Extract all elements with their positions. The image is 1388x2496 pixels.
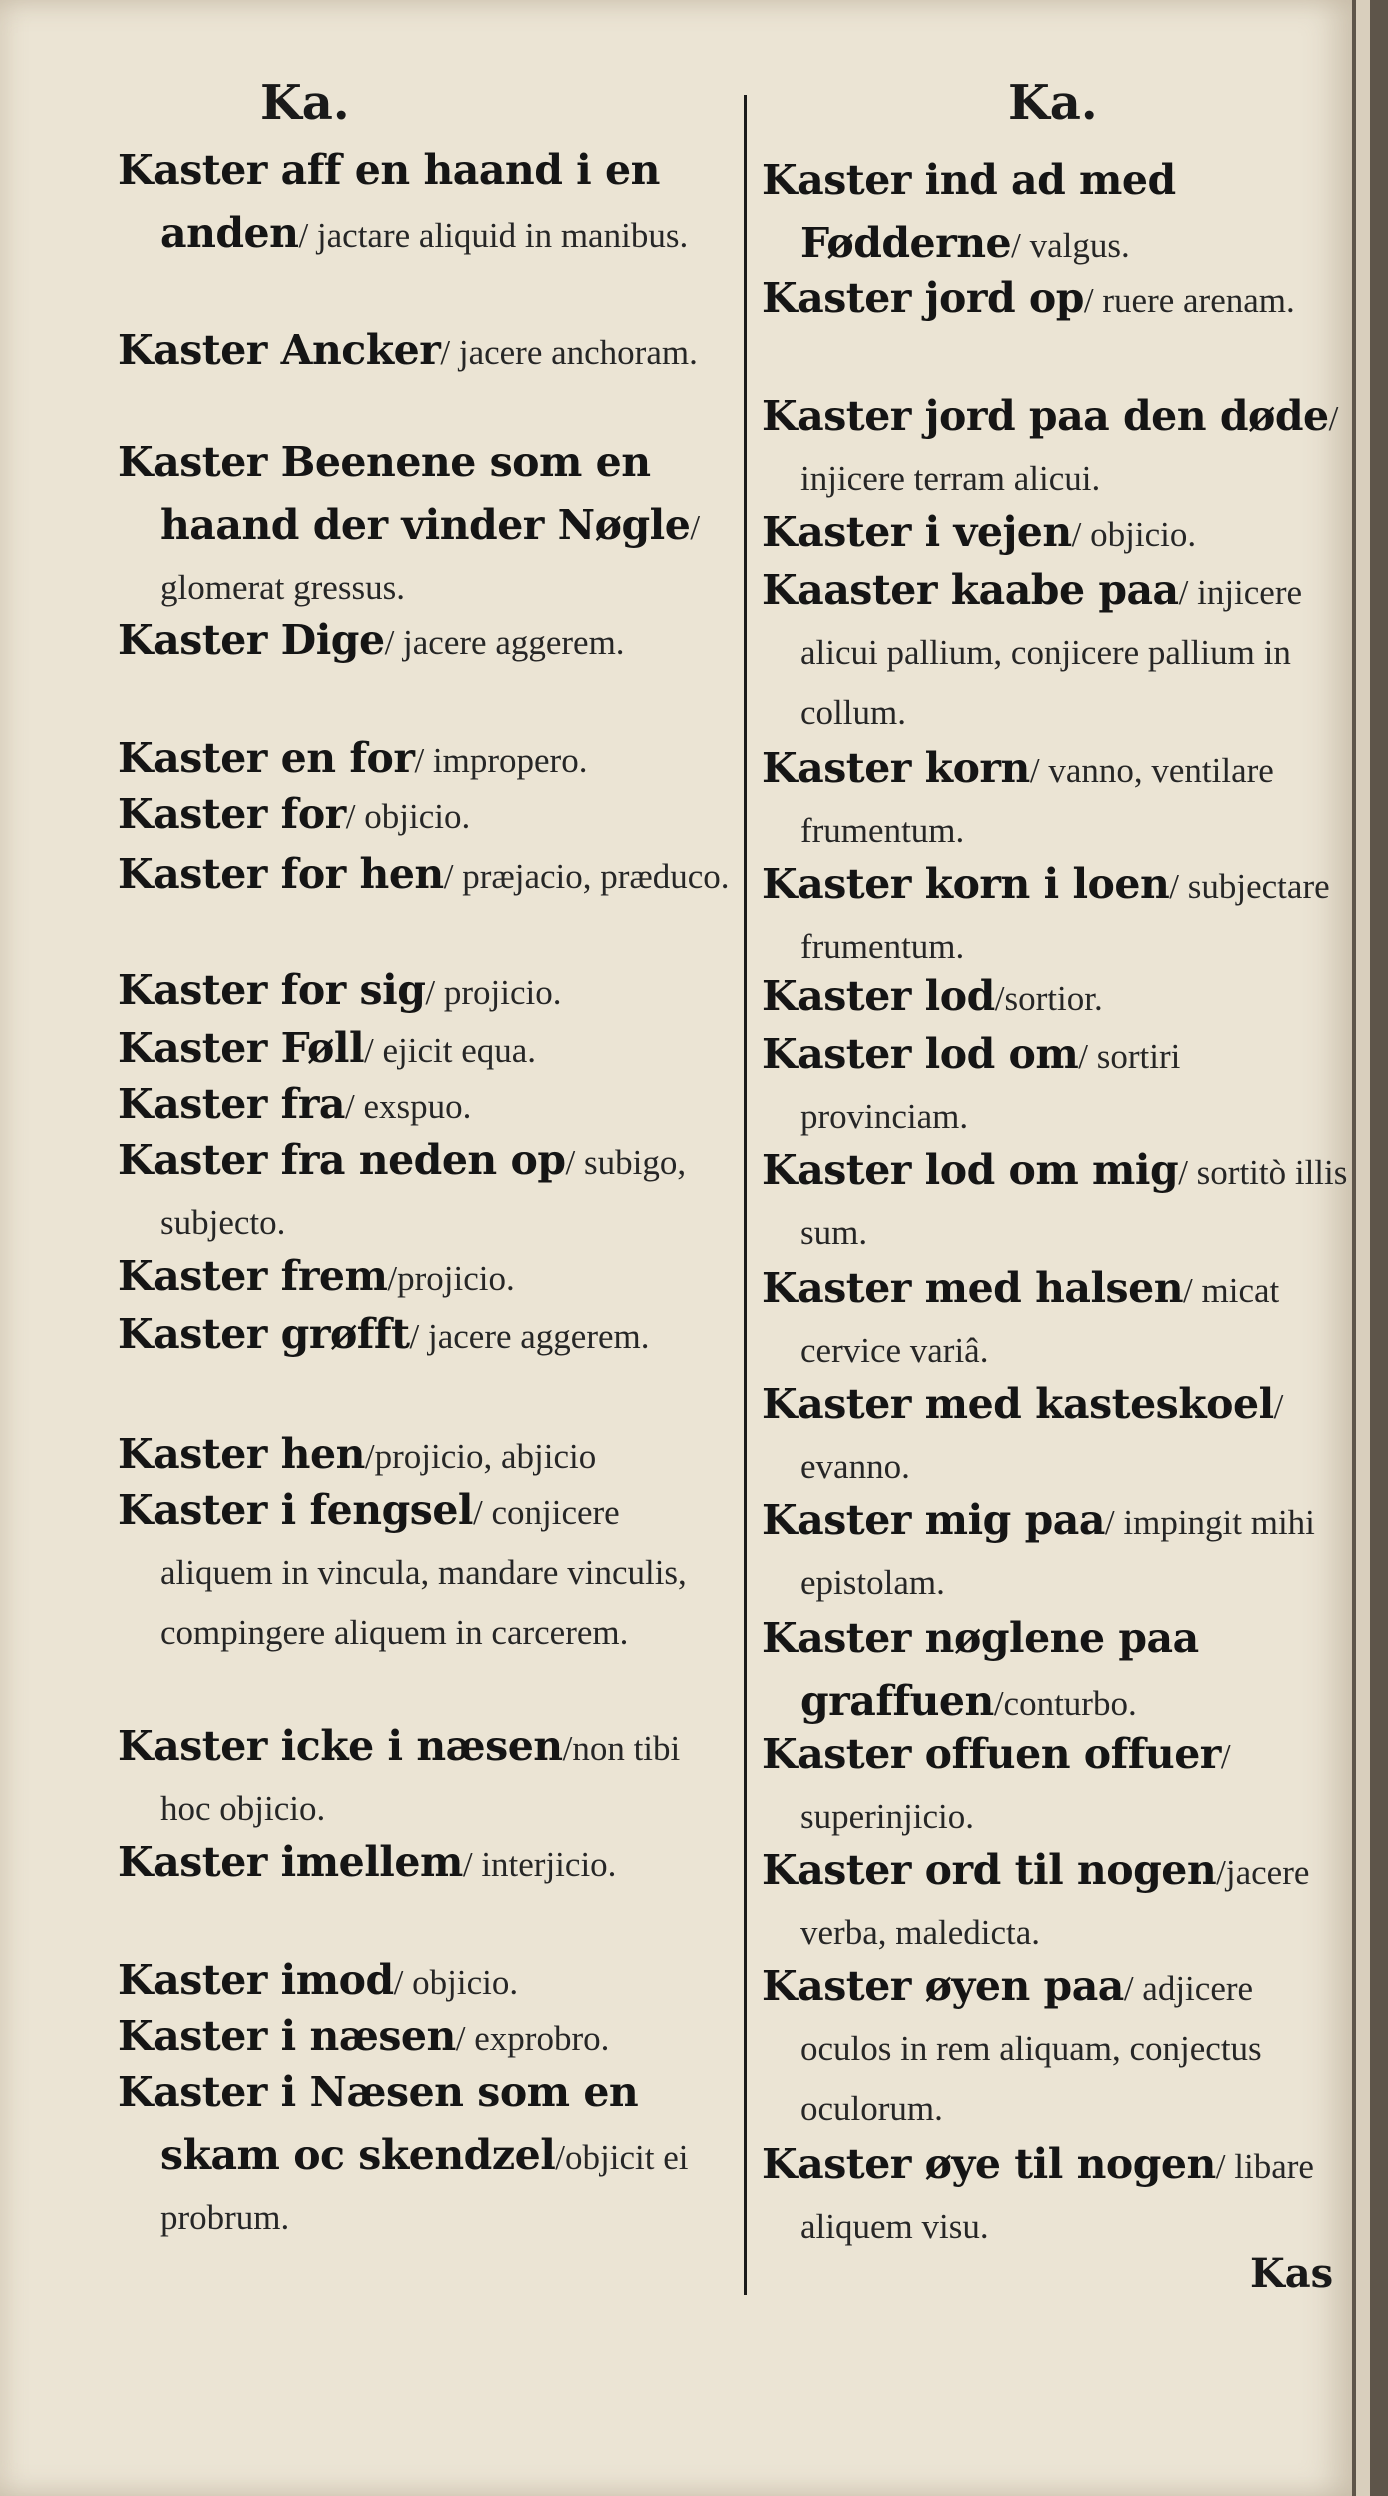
entry-translation: /objicit ei probrum. [160,2138,689,2237]
dictionary-entry [118,2006,738,2069]
entry-headword: Kaster aff en haand i en anden [118,146,660,257]
entry-translation: / injicere terram alicui. [800,399,1339,498]
entry-translation: / vanno, ventilare frumentum. [800,751,1274,850]
entry-translation: / ejicit equa. [364,1031,537,1070]
dictionary-entry [762,1724,1352,1847]
entry-headword: Kaster imod [118,1956,394,2004]
dictionary-entry [762,150,1352,276]
dictionary-entry [762,738,1352,861]
dictionary-entry [762,1608,1352,1734]
dictionary-entry [118,1304,738,1367]
dictionary-entry [118,1480,738,1663]
dictionary-entry [762,1956,1352,2139]
entry-headword: Kaster i Næsen som en skam oc skendzel [118,2068,639,2179]
catchword: Kas [1250,2250,1334,2297]
entry-headword: Kaster i fengsel [118,1486,473,1534]
entry-translation: /non tibi hoc objicio. [160,1729,681,1828]
entry-headword: Kaster korn i loen [762,860,1170,908]
entry-headword: Kaster øyen paa [762,1962,1124,2010]
dictionary-entry [762,502,1352,565]
dictionary-entry [762,2134,1352,2257]
dictionary-entry [118,1950,738,2013]
entry-headword: Kaster Dige [118,616,385,664]
dictionary-entry [118,784,738,847]
entry-headword: Kaster grøfft [118,1310,410,1358]
entry-headword: Kaster ord til nogen [762,1846,1217,1894]
entry-translation: / jacere aggerem. [384,623,625,662]
entry-translation: /sortior. [994,979,1103,1018]
dictionary-entry [762,854,1352,977]
dictionary-entry [762,1024,1352,1147]
dictionary-entry [762,1374,1352,1497]
entry-translation: /conturbo. [993,1684,1137,1723]
dictionary-entry [118,1716,738,1839]
entry-headword: Kaster nøglene paa graffuen [762,1614,1199,1725]
column-divider [744,95,747,2295]
entry-translation: / jacere anchoram. [440,333,698,372]
dictionary-entry [762,1840,1352,1963]
entry-headword: Kaster for hen [118,850,444,898]
entry-translation: / impropero. [414,741,588,780]
entry-translation: / impingit mihi epistolam. [800,1503,1315,1602]
entry-headword: Kaster en for [118,734,415,782]
entry-headword: Kaster i vejen [762,508,1072,556]
dictionary-entry [762,268,1352,331]
dictionary-entry [762,560,1352,743]
dictionary-entry [118,1246,738,1309]
entry-headword: Kaster for [118,790,346,838]
dictionary-entry [118,960,738,1023]
dictionary-entry [118,140,738,266]
entry-translation: / glomerat gressus. [160,508,701,607]
dictionary-entry [118,1018,738,1081]
entry-headword: Kaster jord op [762,274,1084,322]
dictionary-entry [118,1424,738,1487]
dictionary-entry [118,728,738,791]
dictionary-entry [762,966,1352,1029]
entry-headword: Kaster i næsen [118,2012,456,2060]
entry-headword: Kaster ind ad med Fødderne [762,156,1176,267]
entry-headword: Kaster for sig [118,966,426,1014]
entry-translation: / sortiri provinciam. [800,1037,1181,1136]
entry-translation: / objicio. [345,797,471,836]
dictionary-entry [762,1490,1352,1613]
dictionary-entry [118,1074,738,1137]
entry-headword: Kaster frem [118,1252,388,1300]
entry-headword: Kaster Ancker [118,326,441,374]
entry-headword: Kaster mig paa [762,1496,1105,1544]
entry-headword: Kaster Føll [118,1024,365,1072]
entry-translation: / interjicio. [462,1845,617,1884]
dictionary-entry [762,1258,1352,1381]
entry-translation: / superinjicio. [800,1737,1231,1836]
entry-headword: Kaster fra [118,1080,345,1128]
entry-translation: / valgus. [1011,226,1130,265]
entry-translation: / objicio. [1071,515,1197,554]
entry-headword: Kaster lod om [762,1030,1079,1078]
dictionary-entry [762,1140,1352,1263]
entry-headword: Kaster lod om mig [762,1146,1179,1194]
entry-headword: Kaster imellem [118,1838,463,1886]
entry-headword: Kaster jord paa den døde [762,392,1329,440]
dictionary-entry [118,844,738,907]
entry-translation: / projicio. [425,973,562,1012]
entry-headword: Kaster hen [118,1430,365,1478]
entry-translation: / subjectare frumentum. [800,867,1330,966]
entry-translation: / sortitò illis sum. [800,1153,1348,1252]
dictionary-entry [118,1832,738,1895]
entry-translation: /projicio, abjicio [364,1437,597,1476]
entry-headword: Kaster lod [762,972,995,1020]
right-column-header: Ka. [1008,75,1098,131]
dictionary-entry [762,386,1352,509]
dictionary-entry [118,432,738,618]
entry-translation: / jactare aliquid in manibus. [298,216,689,255]
entry-translation: / evanno. [800,1387,1284,1486]
entry-translation: / præjacio, præduco. [443,857,730,896]
entry-headword: Kaaster kaabe paa [762,566,1179,614]
entry-translation: / micat cervice variâ. [800,1271,1280,1370]
entry-headword: Kaster fra neden op [118,1136,566,1184]
entry-translation: / objicio. [393,1963,519,2002]
entry-headword: Kaster med kasteskoel [762,1380,1274,1428]
entry-headword: Kaster offuen offuer [762,1730,1221,1778]
entry-headword: Kaster øye til nogen [762,2140,1216,2188]
dictionary-entry [118,610,738,673]
dictionary-entry [118,1130,738,1253]
entry-translation: / jacere aggerem. [409,1317,650,1356]
entry-translation: /jacere verba, maledicta. [800,1853,1310,1952]
entry-translation: / exspuo. [345,1087,472,1126]
entry-translation: / conjicere aliquem in vincula, mandare vinculis, compingere aliquem in carcerem. [160,1493,687,1652]
entry-translation: / libare aliquem visu. [800,2147,1314,2246]
entry-translation: / ruere arenam. [1083,281,1295,320]
entry-translation: /projicio. [387,1259,515,1298]
entry-headword: Kaster Beenene som en haand der vinder Nøgle [118,438,691,549]
left-column-header: Ka. [260,75,350,131]
entry-headword: Kaster med halsen [762,1264,1184,1312]
entry-translation: / adjicere oculos in rem aliquam, conjectus oculorum. [800,1969,1262,2128]
dictionary-entry [118,320,738,383]
page-edge-strip [1356,0,1370,2496]
entry-headword: Kaster icke i næsen [118,1722,563,1770]
entry-headword: Kaster korn [762,744,1030,792]
entry-translation: / exprobro. [455,2019,610,2058]
entry-translation: / subigo, subjecto. [160,1143,687,1242]
entry-translation: / injicere alicui pallium, conjicere pallium in collum. [800,573,1303,732]
dictionary-entry [118,2062,738,2248]
